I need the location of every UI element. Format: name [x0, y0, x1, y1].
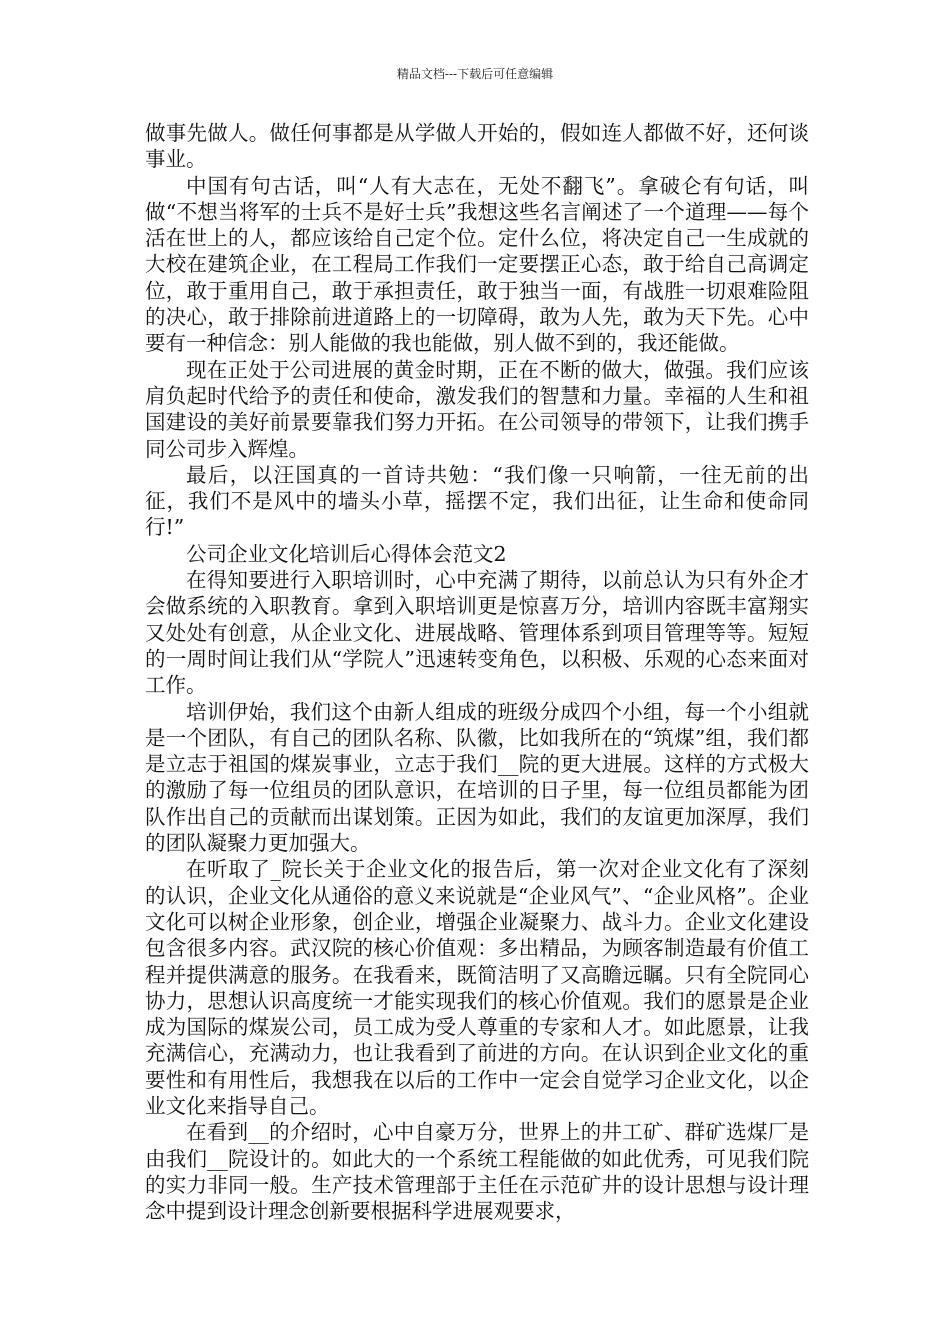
paragraph-5: 在得知要进行入职培训时，心中充满了期待，以前总认为只有外企才会做系统的入职教育。拿到入职培训更是惊喜万分，培训内容既丰富翔实又处处有创意，从企业文化、进展战略、管理体系到项目管理等等。短短的一周时间让我们从“学院人”迅速转变角色，以积极、乐观的心态来面对工作。	[145, 568, 809, 698]
paragraph-2: 中国有句古话，叫“人有大志在，无处不翻飞”。拿破仑有句话，叫做“不想当将军的士兵不是好士兵”我想这些名言阐述了一个道理——每个活在世上的人，都应该给自己定个位。定什么位，将决定自己一生成就的大校在建筑企业，在工程局工作我们一定要摆正心态，敢于给自己高调定位，敢于重用自己，敢于承担责任，敢于独当一面，有战胜一切艰难险阻的决心，敢于排除前进道路上的一切障碍，敢为人先，敢为天下先。心中要有一种信念：别人能做的我也能做，别人做不到的，我还能做。	[145, 173, 809, 356]
paragraph-6: 培训伊始，我们这个由新人组成的班级分成四个小组，每一个小组就是一个团队，有自己的团队名称、队徽，比如我所在的“筑煤”组，我们都是立志于祖国的煤炭事业，立志于我们__院的更大进展。这样的方式极大的激励了每一位组员的团队意识，在培训的日子里，每一位组员都能为团队作出自己的贡献而出谋划策。正因为如此，我们的友谊更加深厚，我们的团队凝聚力更加强大。	[145, 699, 809, 856]
document-body	[145, 120, 809, 1224]
paragraph-8: 在看到__的介绍时，心中自豪万分，世界上的井工矿、群矿选煤厂是由我们__院设计的。如此大的一个系统工程能做的如此优秀，可见我们院的实力非同一般。生产技术管理部于主任在示范矿井的设计思想与设计理念中提到设计理念创新要根据科学进展观要求，	[145, 1120, 809, 1224]
paragraph-4: 最后，以汪国真的一首诗共勉：“我们像一只响箭，一往无前的出征，我们不是风中的墙头小草，摇摆不定，我们出征，让生命和使命同行!”	[145, 462, 809, 540]
paragraph-3: 现在正处于公司进展的黄金时期，正在不断的做大，做强。我们应该肩负起时代给予的责任和使命，激发我们的智慧和力量。幸福的人生和祖国建设的美好前景要靠我们努力开拓。在公司领导的带领下，让我们携手同公司步入辉煌。	[145, 357, 809, 461]
paragraph-1: 做事先做人。做任何事都是从学做人开始的，假如连人都做不好，还何谈事业。	[145, 121, 809, 172]
section-heading: 公司企业文化培训后心得体会范文2	[186, 541, 507, 566]
paragraph-7: 在听取了_院长关于企业文化的报告后，第一次对企业文化有了深刻的认识，企业文化从通俗的意义来说就是“企业风气”、“企业风格”。企业文化可以树企业形象，创企业，增强企业凝聚力、战斗力。企业文化建设包含很多内容。武汉院的核心价值观：多出精品，为顾客制造最有价值工程并提供满意的服务。在我看来，既简洁明了又高瞻远瞩。只有全院同心协力，思想认识高度统一才能实现我们的核心价值观。我们的愿景是企业成为国际的煤炭公司，员工成为受人尊重的专家和人才。如此愿景，让我充满信心，充满动力，也让我看到了前进的方向。在认识到企业文化的重要性和有用性后，我想我在以后的工作中一定会自觉学习企业文化，以企业文化来指导自己。	[145, 857, 809, 1118]
page-header: 精品文档---下载后可任意编辑	[396, 67, 554, 81]
